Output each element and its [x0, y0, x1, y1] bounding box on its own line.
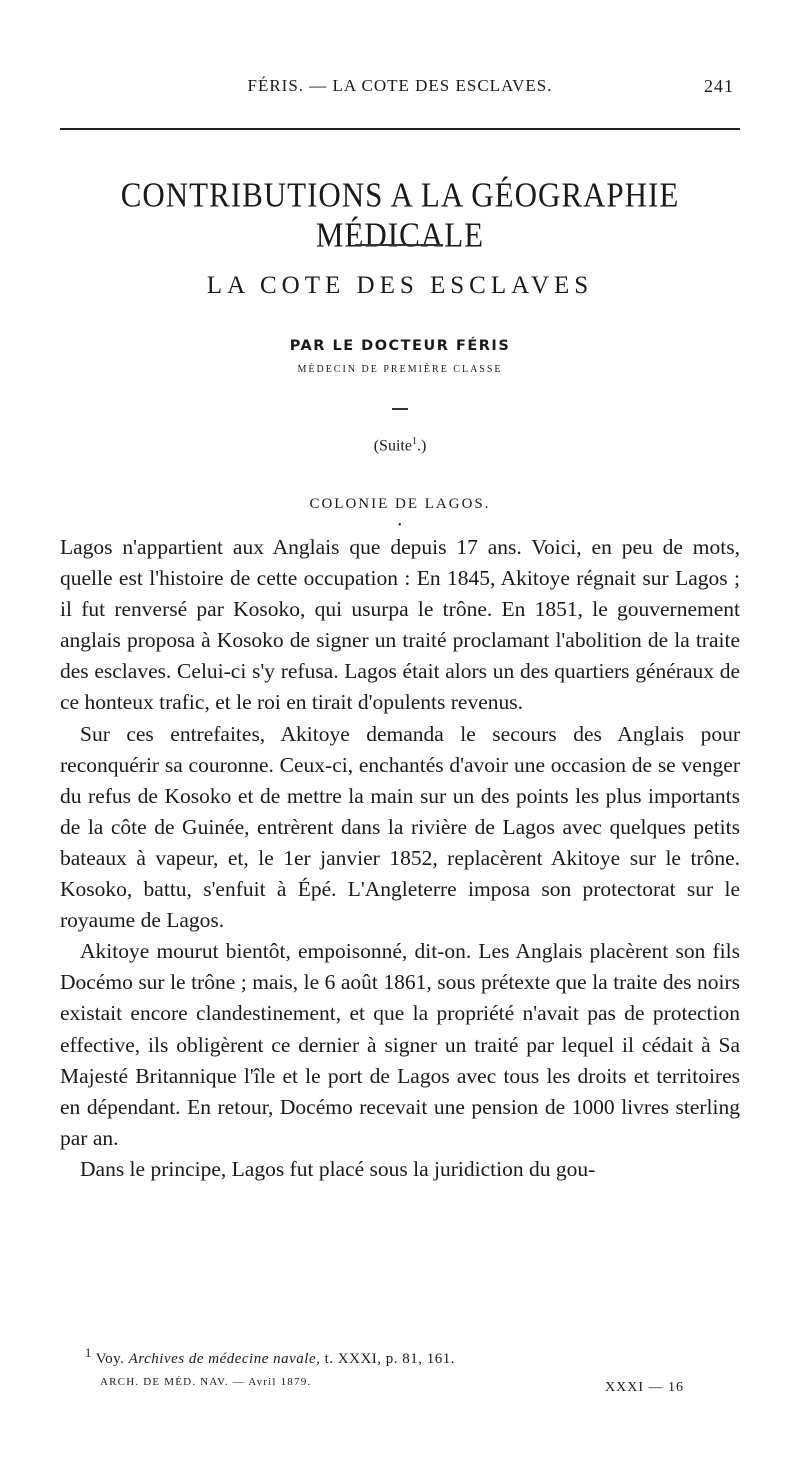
footnote-reference-mark: 1: [411, 436, 417, 447]
page-number: 241: [704, 76, 734, 96]
continued-note: [60, 436, 740, 455]
byline-separator-rule: [392, 408, 408, 410]
printer-signature: XXXI — 16: [605, 1380, 684, 1395]
title-separator-rule: [355, 244, 443, 246]
paragraph: Dans le principe, Lagos fut placé sous la juridiction du gou-: [80, 1156, 596, 1181]
author-rank: MÉDECIN DE PREMIÈRE CLASSE: [297, 364, 503, 375]
running-head: [60, 76, 740, 106]
running-head-title: FÉRIS. — LA COTE DES ESCLAVES.: [247, 76, 553, 95]
footnote-prefix: Voy.: [95, 1351, 125, 1367]
section-dot: •: [398, 520, 402, 531]
main-title: CONTRIBUTIONS A LA GÉOGRAPHIE MÉDICALE: [120, 175, 680, 255]
continued-label: (Suite: [373, 437, 412, 455]
journal-imprint: ARCH. DE MÉD. NAV. — Avril 1879.: [100, 1376, 312, 1388]
author-byline: PAR LE DOCTEUR FÉRIS: [289, 338, 511, 354]
body-text: [60, 532, 740, 1185]
paragraph: Lagos n'appartient aux Anglais que depuis 17 ans. Voici, en peu de mots, quelle est l'histoire de cette occupation : En 1845, Akitoye régnait sur Lagos ; il fut renversé par Kosoko, qui usurpa le trône. En 1851, le gouvernement anglais proposa à Kosoko de signer un traité proclamant l'abolition de la traite des esclaves. Celui-ci s'y refusa. Lagos était alors un des quartiers généraux de ce honteux trafic, et le roi en tirait d'opulents revenus.: [60, 535, 740, 715]
section-heading: COLONIE DE LAGOS.: [309, 496, 491, 512]
header-rule: [60, 128, 740, 130]
footnote-mark: 1: [85, 1346, 92, 1360]
footnote: [85, 1346, 725, 1368]
paragraph: Sur ces entrefaites, Akitoye demanda le secours des Anglais pour reconquérir sa couronne. Ceux-ci, enchantés d'avoir une occasion de se venger du refus de Kosoko et de mettre la main sur un des points les plus importants de la côte de Guinée, entrèrent dans la rivière de Lagos avec quelques petits bateaux à vapeur, et, le 1er janvier 1852, replacèrent Akitoye sur le trône. Kosoko, battu, s'enfuit à Épé. L'Angleterre imposa son protectorat sur le royaume de Lagos.: [60, 721, 740, 933]
paragraph: Akitoye mourut bientôt, empoisonné, dit-on. Les Anglais placèrent son fils Docémo sur le trône ; mais, le 6 août 1861, sous prétexte que la traite des noirs existait encore clandestinement, et que la propriété n'avait pas de protection effective, ils obligèrent ce dernier à signer un traité par lequel il cédait à Sa Majesté Britannique l'île et le port de Lagos avec tous les droits et territoires en dépendant. En retour, Docémo recevait une pension de 1000 livres sterling par an.: [60, 939, 740, 1150]
article-title: LA COTE DES ESCLAVES: [206, 272, 594, 299]
continued-close: .): [416, 437, 427, 455]
footnote-reference: t. XXXI, p. 81, 161.: [324, 1351, 456, 1367]
footnote-source: Archives de médecine navale,: [128, 1351, 321, 1367]
